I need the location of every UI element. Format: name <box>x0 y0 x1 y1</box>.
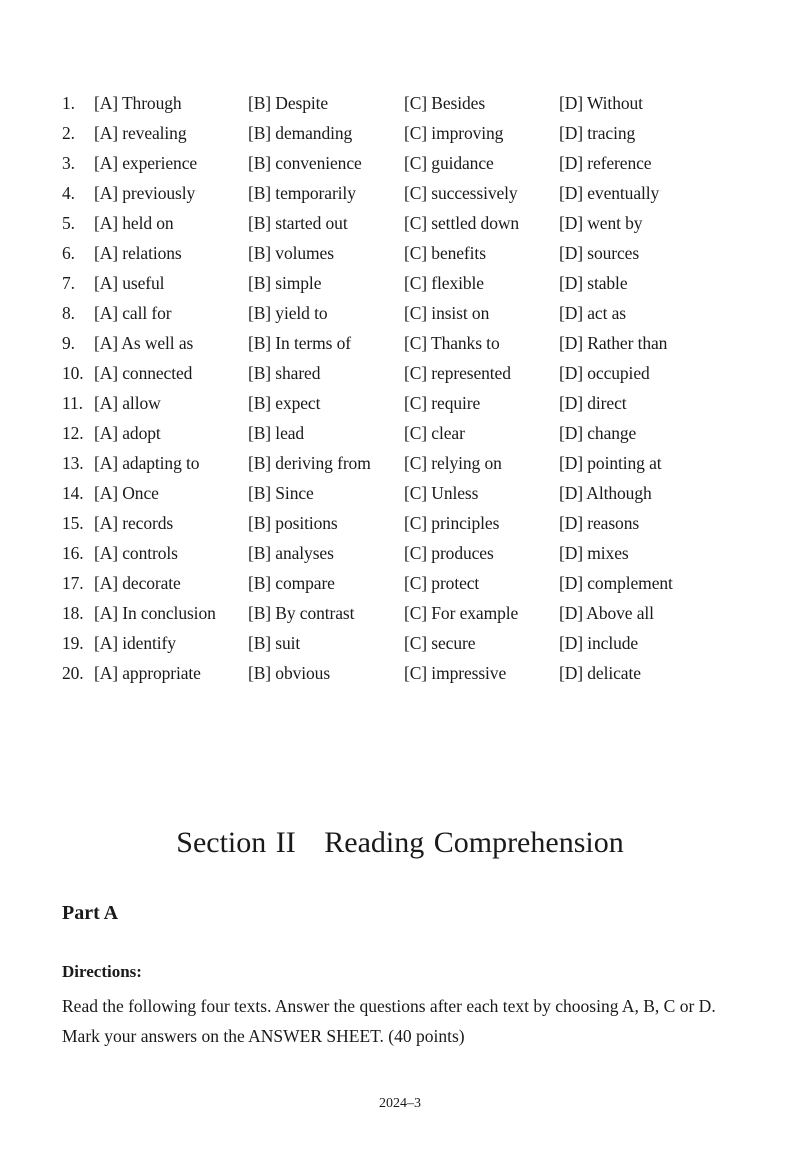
question-number: 6. <box>62 242 75 263</box>
directions-label: Directions: <box>62 962 142 981</box>
option-d: [D] reasons <box>559 512 640 533</box>
question-number: 1. <box>62 92 75 113</box>
question-number: 18. <box>62 602 84 623</box>
option-b: [B] lead <box>248 422 305 443</box>
option-a: [A] held on <box>94 212 174 233</box>
option-a: [A] appropriate <box>94 662 201 683</box>
option-c: [C] Thanks to <box>404 332 500 353</box>
question-row <box>62 358 742 388</box>
option-b: [B] Since <box>248 482 314 503</box>
question-row <box>62 178 742 208</box>
question-number: 15. <box>62 512 84 533</box>
option-a: [A] allow <box>94 392 161 413</box>
option-a: [A] Through <box>94 92 182 113</box>
option-c: [C] settled down <box>404 212 520 233</box>
option-a: [A] previously <box>94 182 196 203</box>
option-c: [C] require <box>404 392 481 413</box>
option-a-cell <box>62 333 248 354</box>
question-row <box>62 148 742 178</box>
option-a-cell <box>62 423 248 444</box>
question-number: 3. <box>62 152 75 173</box>
option-a: [A] identify <box>94 632 176 653</box>
option-d: [D] occupied <box>559 362 650 383</box>
option-a: [A] Once <box>94 482 159 503</box>
option-b: [B] deriving from <box>248 452 371 473</box>
option-b: [B] suit <box>248 632 301 653</box>
option-c: [C] principles <box>404 512 500 533</box>
option-b: [B] obvious <box>248 662 331 683</box>
option-c: [C] represented <box>404 362 511 383</box>
option-c: [C] clear <box>404 422 465 443</box>
page-number: 2024–3 <box>379 1096 421 1111</box>
option-d: [D] act as <box>559 302 627 323</box>
option-a-cell <box>62 543 248 564</box>
question-number: 5. <box>62 212 75 233</box>
option-a-cell <box>62 213 248 234</box>
option-b: [B] In terms of <box>248 332 351 353</box>
option-c: [C] secure <box>404 632 476 653</box>
question-number: 9. <box>62 332 75 353</box>
option-a-cell <box>62 453 248 474</box>
option-d: [D] pointing at <box>559 452 662 473</box>
question-row <box>62 448 742 478</box>
question-number: 13. <box>62 452 84 473</box>
section-title: Section II Reading Comprehension <box>176 826 624 859</box>
option-a-cell <box>62 93 248 114</box>
option-d: [D] Above all <box>559 602 654 623</box>
directions-text: Read the following four texts. Answer the questions after each text by choosing A, B, C or D. Mark your answers on the ANSWER SHEET. (40 points) <box>62 996 716 1046</box>
option-a-cell <box>62 603 248 624</box>
option-b: [B] shared <box>248 362 321 383</box>
question-row <box>62 478 742 508</box>
option-b: [B] simple <box>248 272 322 293</box>
option-a-cell <box>62 483 248 504</box>
question-row <box>62 208 742 238</box>
option-d: [D] Without <box>559 92 643 113</box>
option-a-cell <box>62 573 248 594</box>
question-number: 12. <box>62 422 84 443</box>
option-d: [D] delicate <box>559 662 641 683</box>
option-b: [B] positions <box>248 512 338 533</box>
option-c: [C] protect <box>404 572 480 593</box>
option-a: [A] call for <box>94 302 172 323</box>
option-a: [A] experience <box>94 152 198 173</box>
option-a-cell <box>62 663 248 684</box>
option-b: [B] expect <box>248 392 321 413</box>
option-c: [C] relying on <box>404 452 502 473</box>
option-b: [B] volumes <box>248 242 334 263</box>
option-d: [D] went by <box>559 212 643 233</box>
option-c: [C] guidance <box>404 152 494 173</box>
question-row <box>62 298 742 328</box>
option-d: [D] complement <box>559 572 673 593</box>
question-number: 11. <box>62 392 83 413</box>
part-title: Part A <box>62 902 119 924</box>
option-d: [D] mixes <box>559 542 629 563</box>
question-number: 10. <box>62 362 84 383</box>
option-a: [A] decorate <box>94 572 181 593</box>
option-c: [C] Besides <box>404 92 486 113</box>
option-a: [A] records <box>94 512 174 533</box>
option-a: [A] revealing <box>94 122 187 143</box>
option-a-cell <box>62 273 248 294</box>
option-a-cell <box>62 363 248 384</box>
option-d: [D] reference <box>559 152 652 173</box>
answer-options-list <box>62 88 742 688</box>
option-b: [B] started out <box>248 212 348 233</box>
option-b: [B] convenience <box>248 152 362 173</box>
option-c: [C] improving <box>404 122 504 143</box>
option-a-cell <box>62 123 248 144</box>
option-d: [D] Rather than <box>559 332 668 353</box>
option-a-cell <box>62 183 248 204</box>
option-a-cell <box>62 513 248 534</box>
question-number: 8. <box>62 302 75 323</box>
option-d: [D] eventually <box>559 182 660 203</box>
question-number: 16. <box>62 542 84 563</box>
option-d: [D] change <box>559 422 637 443</box>
option-d: [D] tracing <box>559 122 636 143</box>
option-c: [C] benefits <box>404 242 486 263</box>
question-row <box>62 598 742 628</box>
question-row <box>62 418 742 448</box>
option-c: [C] produces <box>404 542 494 563</box>
option-d: [D] include <box>559 632 639 653</box>
question-row <box>62 628 742 658</box>
option-c: [C] insist on <box>404 302 490 323</box>
question-number: 7. <box>62 272 75 293</box>
option-b: [B] compare <box>248 572 335 593</box>
option-a-cell <box>62 303 248 324</box>
option-a: [A] In conclusion <box>94 602 216 623</box>
question-number: 19. <box>62 632 84 653</box>
option-b: [B] By contrast <box>248 602 355 623</box>
option-c: [C] successively <box>404 182 518 203</box>
question-row <box>62 658 742 688</box>
question-row <box>62 328 742 358</box>
question-row <box>62 238 742 268</box>
option-b: [B] temporarily <box>248 182 356 203</box>
option-a-cell <box>62 393 248 414</box>
option-d: [D] stable <box>559 272 628 293</box>
option-a: [A] connected <box>94 362 193 383</box>
question-number: 4. <box>62 182 75 203</box>
option-a: [A] relations <box>94 242 182 263</box>
option-d: [D] sources <box>559 242 640 263</box>
question-row <box>62 538 742 568</box>
question-row <box>62 508 742 538</box>
option-b: [B] yield to <box>248 302 328 323</box>
question-number: 17. <box>62 572 84 593</box>
option-a: [A] useful <box>94 272 165 293</box>
option-b: [B] analyses <box>248 542 334 563</box>
option-a-cell <box>62 633 248 654</box>
option-a: [A] As well as <box>94 332 194 353</box>
question-number: 2. <box>62 122 75 143</box>
question-number: 14. <box>62 482 84 503</box>
option-c: [C] Unless <box>404 482 479 503</box>
option-b: [B] Despite <box>248 92 329 113</box>
option-a: [A] controls <box>94 542 178 563</box>
option-a-cell <box>62 243 248 264</box>
question-row <box>62 88 742 118</box>
option-a: [A] adapting to <box>94 452 200 473</box>
question-row <box>62 268 742 298</box>
question-row <box>62 118 742 148</box>
question-row <box>62 388 742 418</box>
option-a: [A] adopt <box>94 422 161 443</box>
option-d: [D] Although <box>559 482 652 503</box>
option-c: [C] flexible <box>404 272 484 293</box>
option-d: [D] direct <box>559 392 627 413</box>
option-c: [C] impressive <box>404 662 507 683</box>
option-c: [C] For example <box>404 602 519 623</box>
option-a-cell <box>62 153 248 174</box>
option-b: [B] demanding <box>248 122 353 143</box>
question-number: 20. <box>62 662 84 683</box>
question-row <box>62 568 742 598</box>
